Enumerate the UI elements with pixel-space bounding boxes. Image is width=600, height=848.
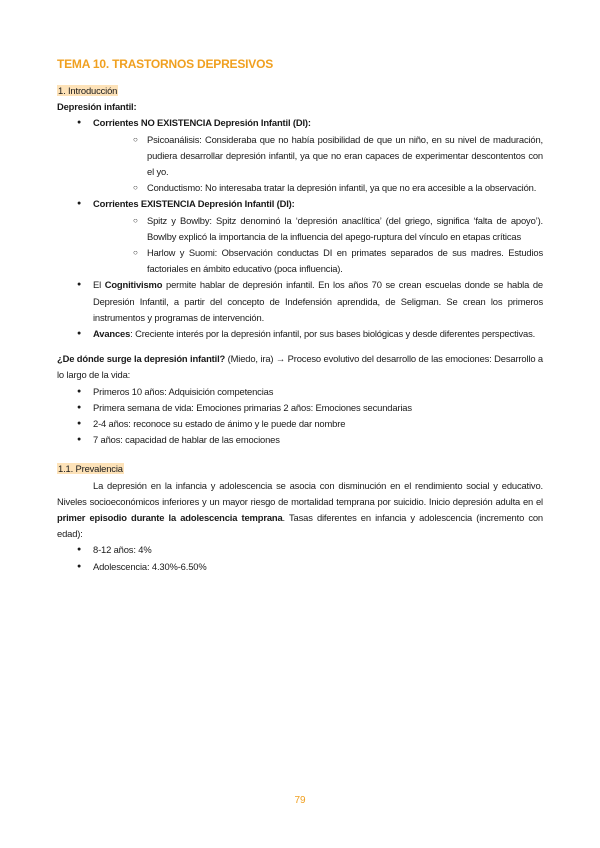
list-item: ● 8-12 años: 4% bbox=[57, 542, 543, 558]
list-item-existencia: ● Corrientes EXISTENCIA Depresión Infantil (DI): ○ Spitz y Bowlby: Spitz denominó la ‘depresión anaclítica’ (del griego, significa ‘falta de apoyo’). Bowlby explicó la importancia de la influencia del apego-ruptura del vínculo en etapas críticas ○ Harlow y Suomi: Observación conductas DI en primates separados de sus madres. Estudios factoriales en ámbito educativo (poca influencia). bbox=[57, 196, 543, 277]
list-item: ● 7 años: capacidad de hablar de las emociones bbox=[57, 432, 543, 448]
page-title: TEMA 10. TRASTORNOS DEPRESIVOS bbox=[57, 57, 274, 71]
list-item: ● 2-4 años: reconoce su estado de ánimo y le puede dar nombre bbox=[57, 416, 543, 432]
sublist-no-existencia bbox=[113, 132, 543, 197]
main-list bbox=[57, 115, 543, 342]
list-item-avances: ● Avances: Creciente interés por la depresión infantil, por sus bases biológicas y desde diferentes perspectivas. bbox=[57, 326, 543, 342]
sublist-existencia bbox=[113, 213, 543, 278]
list-item: ○ Harlow y Suomi: Observación conductas DI en primates separados de sus madres. Estudios factoriales en ámbito educativo (poca influencia). bbox=[113, 245, 543, 277]
page-number: 79 bbox=[294, 795, 306, 806]
section-heading-introduccion: 1. Introducción bbox=[58, 85, 118, 96]
subheading-depresion-infantil: Depresión infantil: bbox=[57, 101, 137, 113]
list-item-cognitivismo: ● El Cognitivismo permite hablar de depresión infantil. En los años 70 se crean escuelas donde se habla de Depresión Infantil, a partir del concepto de Indefensión aprendida, de Seligman. Se crean los primeros instrumentos y programas de intervención. bbox=[57, 277, 543, 326]
list-item: ● Adolescencia: 4.30%-6.50% bbox=[57, 559, 543, 575]
prevalencia-list bbox=[57, 542, 543, 574]
page-content bbox=[57, 83, 543, 575]
list-item: ○ Conductismo: No interesaba tratar la depresión infantil, ya que no era accesible a la observación. bbox=[113, 180, 543, 196]
origen-list bbox=[57, 384, 543, 449]
list-item: ○ Spitz y Bowlby: Spitz denominó la ‘depresión anaclítica’ (del griego, significa ‘falta de apoyo’). Bowlby explicó la importancia de la influencia del apego-ruptura del vínculo en etapas críticas bbox=[113, 213, 543, 245]
list-item-no-existencia: ● Corrientes NO EXISTENCIA Depresión Infantil (DI): ○ Psicoanálisis: Consideraba que no había posibilidad de que un niño, en su nivel de maduración, pudiera desarrollar depresión infantil, ya que no eran capaces de experimentar descontentos con el yo. ○ Conductismo: No interesaba tratar la depresión infantil, ya que no era accesible a la observación. bbox=[57, 115, 543, 196]
list-item: ● Primera semana de vida: Emociones primarias 2 años: Emociones secundarias bbox=[57, 400, 543, 416]
paragraph-prevalencia: La depresión en la infancia y adolescencia se asocia con disminución en el rendimiento social y educativo. Niveles socioeconómicos inferiores y un mayor riesgo de mortalidad temprana por suicidio. Inicio depresión adulta en el primer episodio durante la adolescencia temprana. Tasas diferentes en infancia y adolescencia (incremento con edad): bbox=[57, 479, 543, 540]
section-heading-prevalencia: 1.1. Prevalencia bbox=[58, 463, 123, 475]
list-item: ● Primeros 10 años: Adquisición competencias bbox=[57, 384, 543, 400]
paragraph-origen: ¿De dónde surge la depresión infantil? (Miedo, ira) → Proceso evolutivo del desarrollo de las emociones: Desarrollo a lo largo de la vida: bbox=[57, 353, 543, 381]
list-item: ○ Psicoanálisis: Consideraba que no había posibilidad de que un niño, en su nivel de maduración, pudiera desarrollar depresión infantil, ya que no eran capaces de experimentar descontentos con el yo. bbox=[113, 132, 543, 181]
